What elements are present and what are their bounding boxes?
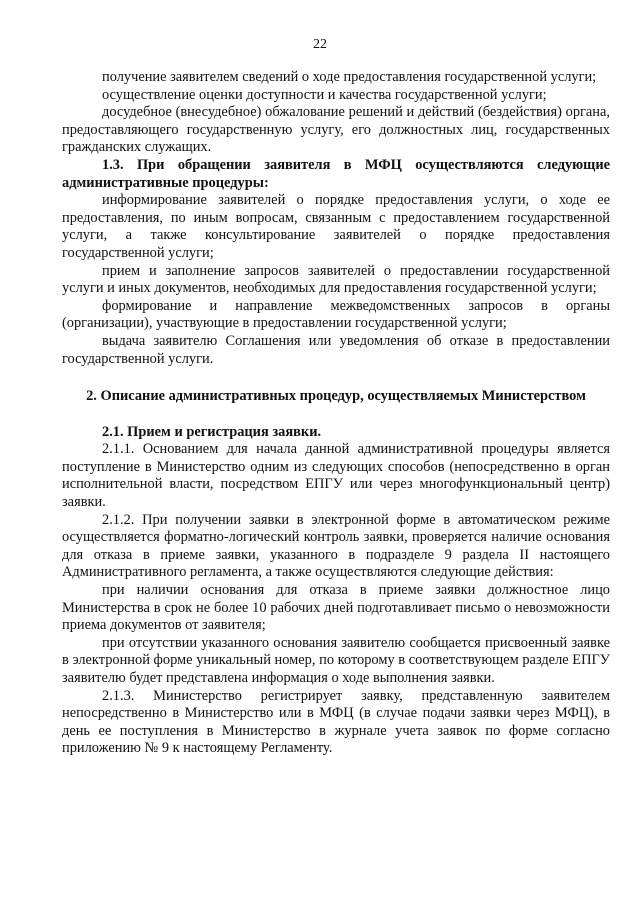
paragraph-mfc-2: прием и заполнение запросов заявителей о предоставлении государственной услуги и иных документов, необходимых для предоставления государственной услуги; (62, 262, 610, 297)
paragraph-top-1: получение заявителем сведений о ходе предоставления государственной услуги; (102, 69, 597, 85)
heading-2-1: 2.1. Прием и регистрация заявки. (102, 423, 322, 440)
paragraph-2-1-2-a: при наличии основания для отказа в приеме заявки должностное лицо Министерства в срок не более 10 рабочих дней подготавливает письмо о невозможности приема документов от заявителя; (62, 582, 610, 634)
paragraph-mfc-1: информирование заявителей о порядке предоставления услуги, о ходе ее предоставления, по иным вопросам, связанным с предоставлением государственной услуги, а также консультирование заявителей о порядке предоставления государственной услуги; (62, 192, 610, 261)
paragraph-top-2: осуществление оценки доступности и качества государственной услуги; (102, 86, 547, 103)
paragraph-2-1-2: 2.1.2. При получении заявки в электронной форме в автоматическом режиме осуществляется форматно-логический контроль заявки, проверяется наличие основания для отказа в приеме заявки, указанного в подразделе 9 раздела II настоящего Административного регламента, а также осуществляются следующие действия: (62, 511, 610, 581)
paragraph-mfc-3: формирование и направление межведомственных запросов в органы (организации), участвующие в предоставлении государственной услуги; (62, 297, 610, 332)
paragraph-top-3: досудебное (внесудебное) обжалование решений и действий (бездействия) органа, предоставляющего государственную услугу, его должностных лиц, государственных гражданских служащих. (62, 104, 610, 156)
paragraph-2-1-1: 2.1.1. Основанием для начала данной административной процедуры является поступление в Министерство одним из следующих способов (непосредственно в орган исполнительной власти, посредством ЕПГУ или через многофункциональный центр) заявки. (62, 441, 610, 511)
paragraph-2-1-2-b: при отсутствии указанного основания заявителю сообщается присвоенный заявке в электронной форме уникальный номер, по которому в соответствующем разделе ЕПГУ заявителю будет представлена информация о ходе выполнения заявки. (62, 634, 610, 686)
heading-1-3: 1.3. При обращении заявителя в МФЦ осуществляются следующие административные процедуры: (62, 156, 610, 191)
section-2-title: 2. Описание административных процедур, осуществляемых Министерством (86, 388, 586, 405)
paragraph-mfc-4: выдача заявителю Соглашения или уведомления об отказе в предоставлении государственной услуги. (62, 332, 610, 367)
document-body (62, 69, 610, 758)
paragraph-2-1-3: 2.1.3. Министерство регистрирует заявку, представленную заявителем непосредственно в Министерство или в МФЦ (в случае подачи заявки через МФЦ), в день ее поступления в Министерство в журнале учета заявок по форме согласно приложению № 9 к настоящему Регламенту. (62, 687, 610, 757)
page-number: 22 (313, 37, 327, 52)
